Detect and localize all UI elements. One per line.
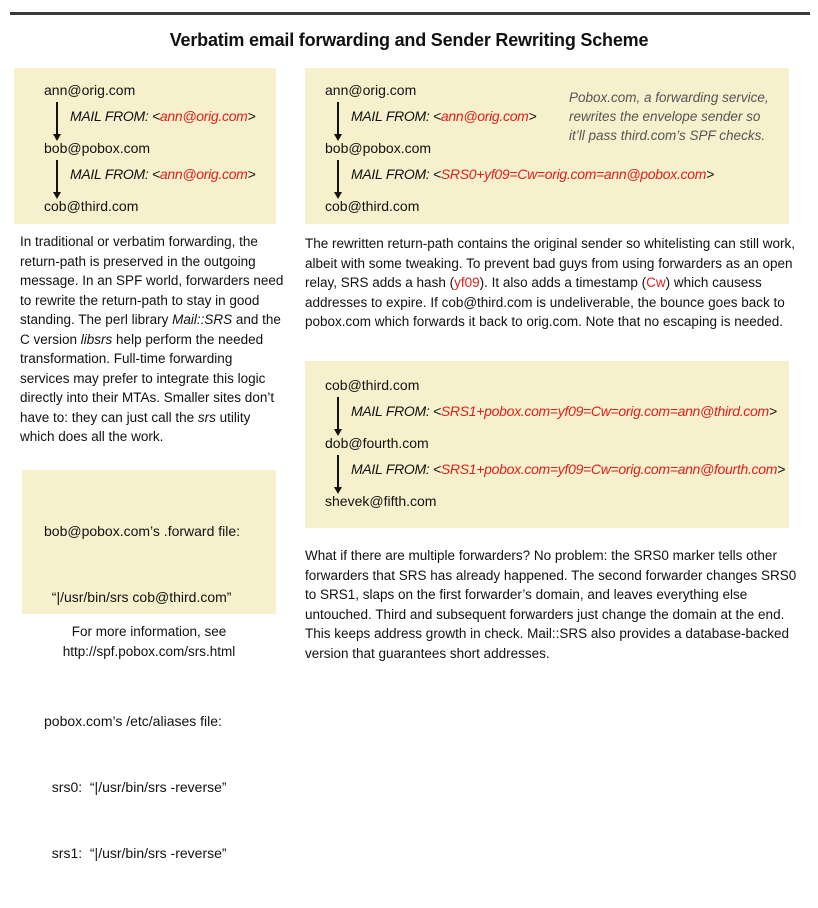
mail-from-address: ann@orig.com xyxy=(159,166,248,182)
hop-address: cob@third.com xyxy=(44,198,139,214)
more-info-url[interactable]: http://spf.pobox.com/srs.html xyxy=(62,643,236,659)
forward-file-label: bob@pobox.com’s .forward file: xyxy=(44,523,241,539)
mail-from-close: > xyxy=(768,403,777,419)
down-arrow-icon xyxy=(337,102,339,136)
note-line: rewrites the envelope sender so xyxy=(569,109,761,124)
config-text xyxy=(44,476,240,908)
mail-from-address: SRS1+pobox.com=yf09=Cw=orig.com=ann@third.com xyxy=(440,403,769,419)
hash-highlight: yf09 xyxy=(454,275,480,290)
more-info xyxy=(22,622,276,661)
down-arrow-icon xyxy=(337,397,339,431)
more-info-label: For more information, see xyxy=(71,624,227,639)
utility-name: srs xyxy=(197,409,216,425)
mail-from-close: > xyxy=(528,108,537,124)
mail-from-label: MAIL FROM: < xyxy=(351,461,441,477)
note-line: Pobox.com, a forwarding service, xyxy=(569,90,769,105)
text: utility which does all the work. xyxy=(20,409,251,444)
forward-file-line: “|/usr/bin/srs cob@third.com” xyxy=(44,589,232,605)
mail-from-close: > xyxy=(247,108,256,124)
down-arrow-icon xyxy=(337,160,339,194)
page-title: Verbatim email forwarding and Sender Rewriting Scheme xyxy=(169,30,649,50)
text: ). It also adds a timestamp ( xyxy=(479,275,647,290)
multi-forwarder-explanation: What if there are multiple forwarders? No problem: the SRS0 marker tells other forwarders that SRS has already happened. The second forwarder changes SRS0 to SRS1, slaps on the first forwarder’s domain, and leaves everything else untouched. Third and subsequent forwarders just change the domain at the end. This keeps address growth in check. Mail::SRS also provides a database-backed version that guarantees short addresses. xyxy=(305,548,797,661)
verbatim-flow-box xyxy=(14,68,276,224)
text: The rewritten return-path contains the original sender so whitelisting can still work, albeit with some tweaking. To prevent bad guys from using forwarders as an open relay, SRS adds a hash ( xyxy=(305,236,795,290)
text: and the C version xyxy=(20,312,281,347)
down-arrow-icon xyxy=(337,455,339,489)
hop-address: dob@fourth.com xyxy=(325,435,429,451)
down-arrow-icon xyxy=(56,102,58,136)
verbatim-explanation xyxy=(20,232,284,447)
mail-from-address: ann@orig.com xyxy=(159,108,248,124)
timestamp-highlight: Cw xyxy=(646,275,666,290)
text: ) which causess addresses to expire. If cob@third.com is undeliverable, the bounce goes back to pobox.com which forwards it back to orig.com. Note that no escaping is needed. xyxy=(305,275,785,329)
text: In traditional or verbatim forwarding, the return-path is preserved in the outgoing message. In an SPF world, forwarders need to rewrite the return-path to stay in good standing. The perl library xyxy=(20,234,284,327)
alias-line: srs0: “|/usr/bin/srs -reverse” xyxy=(44,779,227,795)
mail-from-label: MAIL FROM: < xyxy=(70,166,160,182)
library-name: Mail::SRS xyxy=(172,312,233,327)
down-arrow-icon xyxy=(56,160,58,194)
hop-address: ann@orig.com xyxy=(325,82,417,98)
hop-address: cob@third.com xyxy=(325,377,420,393)
hop-address: cob@third.com xyxy=(325,198,420,214)
mail-from-line xyxy=(70,108,255,124)
hop-address: bob@pobox.com xyxy=(44,140,151,156)
library-name: libsrs xyxy=(80,331,113,347)
text: help perform the needed transformation. Full-time forwarding services may prefer to integrate this logic directly into their MTAs. Smaller sites don’t have to: they can just call the xyxy=(20,331,275,425)
mail-from-line xyxy=(351,108,536,124)
mail-from-line xyxy=(351,166,714,182)
mail-from-label: MAIL FROM: < xyxy=(351,403,441,419)
mail-from-close: > xyxy=(247,166,256,182)
mail-from-label: MAIL FROM: < xyxy=(351,166,441,182)
mail-from-close: > xyxy=(777,461,785,477)
mail-from-address: SRS1+pobox.com=yf09=Cw=orig.com=ann@fourth.com xyxy=(440,461,778,477)
srs-flow-box xyxy=(305,68,789,224)
mail-from-label: MAIL FROM: < xyxy=(70,108,160,124)
hop-address: ann@orig.com xyxy=(44,82,136,98)
mail-from-line xyxy=(70,166,255,182)
mail-from-line xyxy=(351,403,777,419)
aliases-file-label: pobox.com’s /etc/aliases file: xyxy=(44,713,222,729)
multi-forwarder-box xyxy=(305,361,789,528)
mail-from-address: ann@orig.com xyxy=(440,108,529,124)
mail-from-close: > xyxy=(706,166,714,182)
srs-explanation xyxy=(305,234,805,332)
alias-line: srs1: “|/usr/bin/srs -reverse” xyxy=(44,845,227,861)
pobox-note xyxy=(569,88,769,145)
hop-address: bob@pobox.com xyxy=(325,140,432,156)
hop-address: shevek@fifth.com xyxy=(325,493,437,509)
mail-from-line xyxy=(351,461,785,477)
mail-from-address: SRS0+yf09=Cw=orig.com=ann@pobox.com xyxy=(440,166,707,182)
mail-from-label: MAIL FROM: < xyxy=(351,108,441,124)
top-rule xyxy=(10,12,810,15)
note-line: it’ll pass third.com’s SPF checks. xyxy=(569,128,766,143)
